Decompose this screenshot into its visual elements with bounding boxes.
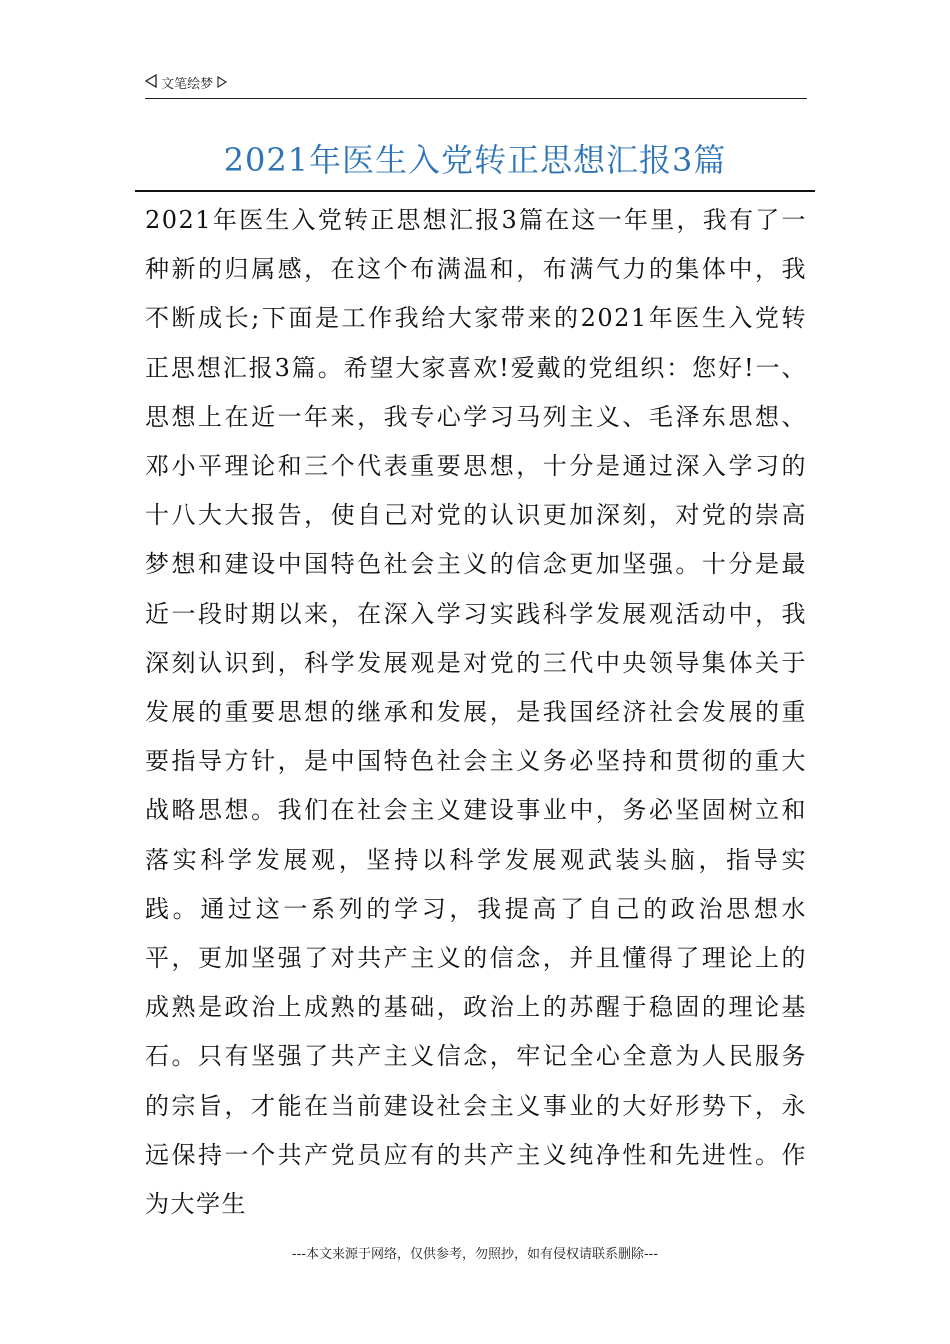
- page-header: [145, 74, 807, 99]
- triangle-left-icon: [145, 74, 157, 95]
- footer-notice: ---本文来源于网络，仅供参考，勿照抄，如有侵权请联系删除---: [291, 1247, 659, 1262]
- header-brand: [145, 74, 227, 95]
- brand-name: 文笔绘梦: [161, 77, 214, 92]
- document-body: 2021年医生入党转正思想汇报3篇在这一年里，我有了一种新的归属感，在这个布满温和，布满气力的集体中，我不断成长;下面是工作我给大家带来的2021年医生入党转正思想汇报3篇。希望大家喜欢!爱戴的党组织：您好!一、思想上在近一年来，我专心学习马列主义、毛泽东思想、邓小平理论和三个代表重要思想，十分是通过深入学习的十八大大报告，使自己对党的认识更加深刻，对党的崇高梦想和建设中国特色社会主义的信念更加坚强。十分是最近一段时期以来，在深入学习实践科学发展观活动中，我深刻认识到，科学发展观是对党的三代中央领导集体关于发展的重要思想的继承和发展，是我国经济社会发展的重要指导方针，是中国特色社会主义务必坚持和贯彻的重大战略思想。我们在社会主义建设事业中，务必坚固树立和落实科学发展观，坚持以科学发展观武装头脑，指导实践。通过这一系列的学习，我提高了自己的政治思想水平，更加坚强了对共产主义的信念，并且懂得了理论上的成熟是政治上成熟的基础，政治上的苏醒于稳固的理论基石。只有坚强了共产主义信念，牢记全心全意为人民服务的宗旨，才能在当前建设社会主义事业的大好形势下，永远保持一个共产党员应有的共产主义纯净性和先进性。作为大学生: [145, 206, 807, 1219]
- triangle-right-icon: [217, 75, 227, 95]
- document-title: 2021年医生入党转正思想汇报3篇: [223, 141, 727, 179]
- title-section: [135, 136, 815, 192]
